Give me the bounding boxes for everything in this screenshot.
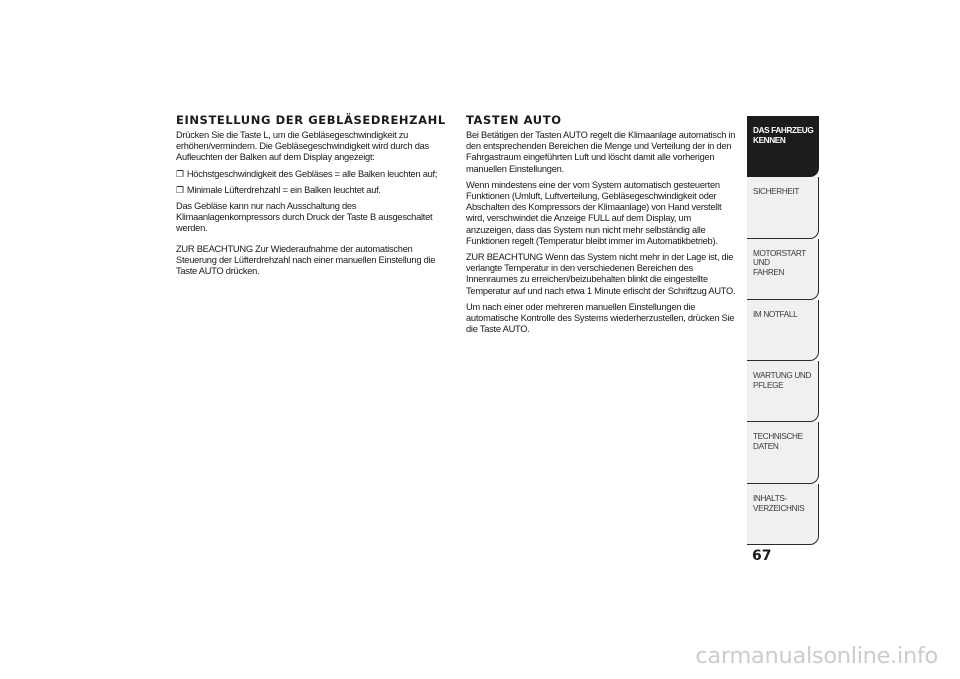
tab-label: FAHREN <box>753 268 785 278</box>
tab-label: INHALTS- <box>753 493 787 503</box>
tab-label: TECHNISCHE DATEN <box>753 432 803 452</box>
bullet-item <box>176 185 454 196</box>
note-paragraph: ZUR BEACHTUNG Zur Wiederaufnahme der automatischen Steuerung der Lüfterdrehzahl nach einer manuellen Einstellung die Taste AUTO drücken. <box>176 243 436 277</box>
auto-manual-override-paragraph: Wenn mindestens eine der vom System automatisch gesteuerten Funktionen (Umluft, Luftverteilung, Gebläsegeschwindigkeit oder Abschalten des Kompressors der Klimaanlage) von Hand verstellt wird, verschwindet die Anzeige FULL auf dem Display, um anzuzeigen, dass das System nun nicht mehr selbständig alle Funktionen regelt (Temperatur bleibt immer im Automatikbetrieb). <box>466 179 722 246</box>
right-column <box>466 113 736 340</box>
page-number: 67 <box>752 548 772 564</box>
tab-inhaltsverzeichnis[interactable] <box>747 484 819 545</box>
tab-label: SICHERHEIT <box>753 187 800 197</box>
bullet-text: Höchstgeschwindigkeit des Gebläses = alle Balken leuchten auf; <box>186 168 438 179</box>
auto-intro-paragraph: Bei Betätigen der Tasten AUTO regelt die Klimaanlage automatisch in den entsprechenden Bereichen die Menge und Verteilung der in den Fahrgastraum eingeführten Luft und löscht damit alle vorherigen manuellen Einstellungen. <box>466 130 736 174</box>
bullet-text: Minimale Lüfterdrehzahl = ein Balken leuchtet auf. <box>186 184 381 195</box>
note-paragraph: ZUR BEACHTUNG Wenn das System nicht mehr in der Lage ist, die verlangte Temperatur in den verschiedenen Bereichen des Innenraumes zu erreichen/beizubehalten blinkt die eingestellte Temperatur auf und nach etwa 1 Minute erlischt der Schriftzug AUTO. <box>466 252 736 296</box>
tab-motorstart-und-fahren[interactable] <box>747 239 819 300</box>
checkbox-bullet-icon: ❐ <box>176 184 184 195</box>
checkbox-bullet-icon: ❐ <box>176 168 184 179</box>
bullet-item <box>176 169 454 180</box>
tab-label: KENNEN <box>753 135 786 145</box>
blower-speed-intro: Drücken Sie die Taste L, um die Gebläsegeschwindigkeit zu erhöhen/vermindern. Die Gebläsegeschwindigkeit wird durch das Aufleuchten der Balken auf dem Display angezeigt: <box>176 130 429 163</box>
tab-label: VERZEICHNIS <box>753 503 805 513</box>
tab-label: DAS FAHRZEUG <box>753 126 814 135</box>
section-heading-auto-buttons: TASTEN AUTO <box>466 113 562 127</box>
blower-off-paragraph: Das Gebläse kann nur nach Ausschaltung des Klimaanlagenkompressors durch Druck der Taste B ausgeschaltet werden. <box>176 201 433 234</box>
watermark: carmanualsonline.info <box>695 643 938 669</box>
left-column <box>176 113 454 282</box>
auto-restore-paragraph: Um nach einer oder mehreren manuellen Einstellungen die automatische Kontrolle des Systems wiederherzustellen, drücken Sie die Taste AUTO. <box>466 301 735 335</box>
tab-wartung-und-pflege[interactable] <box>747 361 819 422</box>
tab-label: IM NOTFALL <box>753 309 798 319</box>
tab-im-notfall[interactable] <box>747 300 819 361</box>
tab-label: WARTUNG UND <box>753 371 812 381</box>
chapter-tabs <box>747 116 819 545</box>
tab-das-fahrzeug-kennen[interactable] <box>747 116 819 177</box>
tab-technische-daten[interactable] <box>747 422 819 483</box>
tab-sicherheit[interactable] <box>747 177 819 238</box>
tab-label: PFLEGE <box>753 380 784 390</box>
tab-label: MOTORSTART UND <box>753 248 806 268</box>
section-heading-blower-speed: EINSTELLUNG DER GEBLÄSEDREHZAHL <box>176 113 446 127</box>
